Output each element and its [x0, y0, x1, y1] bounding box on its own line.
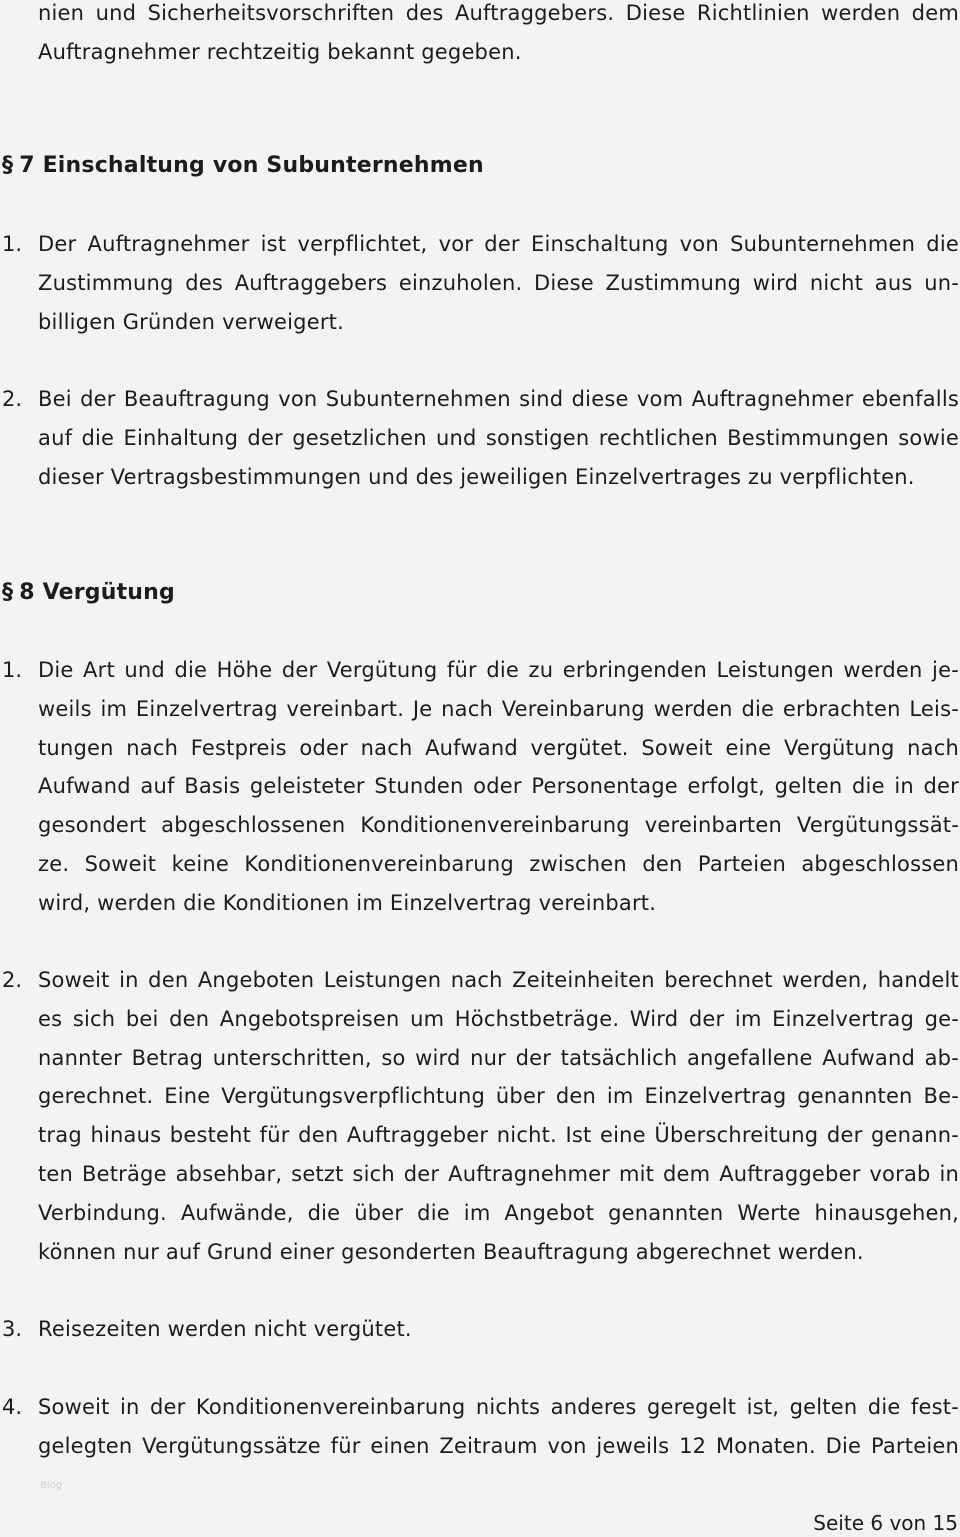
- text-line: gesondert abgeschlossenen Konditionenvereinbarung vereinbarten Vergütungssät-: [38, 813, 959, 838]
- text-line: weils im Einzelvertrag vereinbart. Je nach Vereinbarung werden die erbrachten Leis-: [38, 696, 959, 721]
- item-number: 2.: [2, 387, 23, 411]
- text-line: können nur auf Grund einer gesonderten Beauftragung abgerechnet werden.: [38, 1239, 864, 1264]
- text-line: wird, werden die Konditionen im Einzelvertrag vereinbart.: [38, 890, 657, 915]
- item-number: 1.: [2, 232, 23, 256]
- text-line: auf die Einhaltung der gesetzlichen und sonstigen rechtlichen Bestimmungen sowie: [38, 425, 959, 450]
- text-line: es sich bei den Angebotspreisen um Höchstbeträge. Wird der im Einzelvertrag ge-: [38, 1006, 959, 1031]
- text-line: gerechnet. Eine Vergütungsverpflichtung über den im Einzelvertrag genannten Be-: [38, 1084, 959, 1109]
- text-line: Soweit in den Angeboten Leistungen nach Zeiteinheiten berechnet werden, handelt: [38, 968, 959, 992]
- item-text: [38, 1388, 959, 1466]
- text-line: Reisezeiten werden nicht vergütet.: [38, 1317, 412, 1341]
- text-line: Verbindung. Aufwände, die über die im Angebot genannten Werte hinausgehen,: [38, 1200, 959, 1225]
- text-line: ze. Soweit keine Konditionenvereinbarung zwischen den Parteien abgeschlossen: [38, 851, 959, 876]
- item-number: 2.: [2, 968, 23, 992]
- text-line: nien und Sicherheitsvorschriften des Auftraggebers. Diese Richtlinien werden dem: [38, 1, 959, 25]
- section-symbol: §: [2, 580, 14, 605]
- item-text: [38, 225, 959, 341]
- text-line: billigen Gründen verweigert.: [38, 309, 344, 334]
- text-line: dieser Vertragsbestimmungen und des jeweiligen Einzelvertrages zu verpflichten.: [38, 464, 915, 489]
- text-line: trag hinaus besteht für den Auftraggeber nicht. Ist eine Überschreitung der genann-: [38, 1123, 959, 1148]
- text-line: Bei der Beauftragung von Subunternehmen sind diese vom Auftragnehmer ebenfalls: [38, 387, 959, 411]
- text-line: nannter Betrag unterschritten, so wird nur der tatsächlich angefallene Aufwand ab-: [38, 1045, 959, 1070]
- item-text: [38, 1310, 959, 1349]
- section-8-heading: [2, 574, 175, 613]
- text-line: ten Beträge absehbar, setzt sich der Auftragnehmer mit dem Auftraggeber vorab in: [38, 1161, 959, 1186]
- item-number: 4.: [2, 1395, 23, 1419]
- text-line: Auftragnehmer rechtzeitig bekannt gegeben.: [38, 39, 522, 64]
- page-number: Seite 6 von 15: [813, 1511, 958, 1535]
- text-line: tungen nach Festpreis oder nach Aufwand vergütet. Soweit eine Vergütung nach: [38, 735, 959, 760]
- item-number: 3.: [2, 1317, 23, 1341]
- text-line: Der Auftragnehmer ist verpflichtet, vor der Einschaltung von Subunternehmen die: [38, 232, 959, 256]
- text-line: Soweit in der Konditionenvereinbarung nichts anderes geregelt ist, gelten die fest-: [38, 1395, 959, 1419]
- text-line: gelegten Vergütungssätze für einen Zeitraum von jeweils 12 Monaten. Die Parteien: [38, 1433, 959, 1458]
- top-paragraph-text: [38, 0, 959, 72]
- item-text: [38, 651, 959, 923]
- item-text: [38, 380, 959, 496]
- text-line: Aufwand auf Basis geleisteter Stunden oder Personentage erfolgt, gelten die in der: [38, 774, 959, 799]
- item-number: 1.: [2, 658, 23, 682]
- watermark-text: Blog: [40, 1480, 63, 1491]
- text-line: Zustimmung des Auftraggebers einzuholen. Diese Zustimmung wird nicht aus un-: [38, 270, 959, 295]
- section-7-title: 7 Einschaltung von Subunternehmen: [19, 153, 484, 178]
- section-8-title: 8 Vergütung: [19, 580, 175, 605]
- text-line: Die Art und die Höhe der Vergütung für die zu erbringenden Leistungen werden je-: [38, 658, 959, 682]
- section-symbol: §: [2, 153, 14, 178]
- item-text: [38, 961, 959, 1271]
- section-7-heading: [2, 147, 484, 186]
